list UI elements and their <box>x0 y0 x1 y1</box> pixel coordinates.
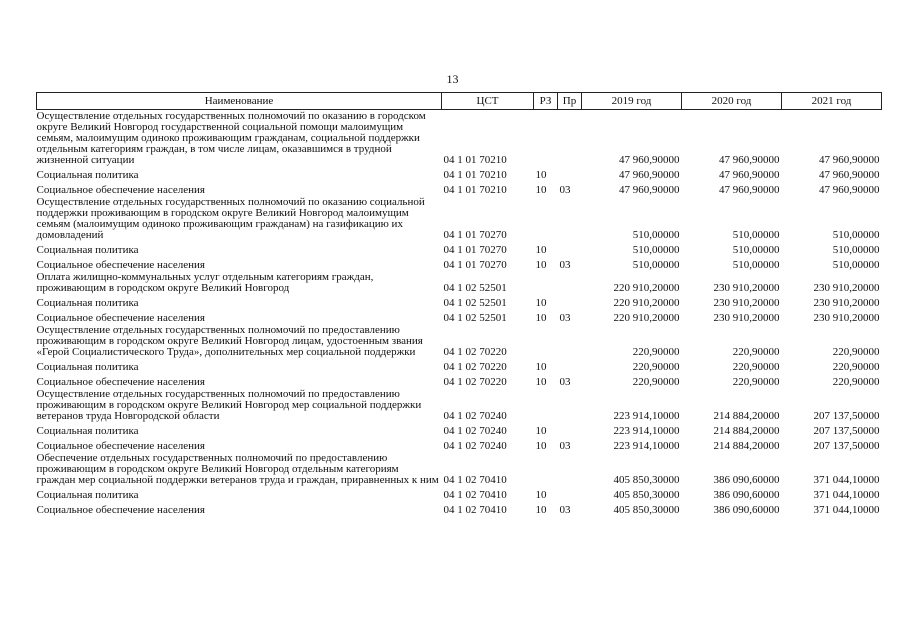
table-row <box>37 373 882 388</box>
cell-2020: 386 090,60000 <box>713 474 780 486</box>
table-row <box>37 388 882 422</box>
cell-pr: 03 <box>559 440 571 452</box>
cell-2019: 220 910,20000 <box>613 312 680 324</box>
cell-name: Социальное обеспечение населения <box>36 376 205 388</box>
table-row <box>37 501 882 516</box>
cell-name: Социальная политика <box>36 489 139 501</box>
cell-rz: 10 <box>535 440 547 452</box>
cell-2019: 223 914,10000 <box>613 425 680 437</box>
cell-2019: 405 850,30000 <box>613 474 680 486</box>
cell-2019: 220,90000 <box>632 346 680 358</box>
cell-rz: 10 <box>535 259 547 271</box>
cell-2019: 220,90000 <box>632 361 680 373</box>
cell-2020: 510,00000 <box>732 229 780 241</box>
cell-rz: 10 <box>535 504 547 516</box>
cell-cst: 04 1 02 70220 <box>443 346 507 358</box>
cell-2020: 214 884,20000 <box>713 440 780 452</box>
cell-2019: 223 914,10000 <box>613 410 680 422</box>
cell-2020: 220,90000 <box>732 361 780 373</box>
cell-rz: 10 <box>535 489 547 501</box>
cell-2021: 230 910,20000 <box>813 312 880 324</box>
cell-2020: 47 960,90000 <box>719 154 780 166</box>
cell-2021: 371 044,10000 <box>813 489 880 501</box>
cell-2021: 371 044,10000 <box>813 504 880 516</box>
cell-name: Осуществление отдельных государственных полномочий по предоставлению проживающим в городском округе Великий Новгород мер социальной поддержки ветеранов труда Новгородской области <box>36 388 422 422</box>
cell-cst: 04 1 02 70410 <box>443 489 507 501</box>
cell-rz <box>534 196 558 241</box>
cell-rz <box>534 388 558 422</box>
cell-2020: 510,00000 <box>732 259 780 271</box>
cell-cst: 04 1 02 70410 <box>443 474 507 486</box>
cell-2019: 510,00000 <box>632 244 680 256</box>
table-row <box>37 324 882 358</box>
cell-pr: 03 <box>559 376 571 388</box>
cell-2021: 207 137,50000 <box>813 425 880 437</box>
cell-name: Социальное обеспечение населения <box>36 504 205 516</box>
cell-2021: 207 137,50000 <box>813 440 880 452</box>
table-row <box>37 271 882 294</box>
cell-pr <box>558 241 582 256</box>
cell-rz <box>534 452 558 486</box>
table-row <box>37 181 882 196</box>
cell-2021: 47 960,90000 <box>819 184 880 196</box>
table-row <box>37 241 882 256</box>
cell-2020: 510,00000 <box>732 244 780 256</box>
header-name: Наименование <box>37 93 442 110</box>
cell-2019: 223 914,10000 <box>613 440 680 452</box>
cell-2019: 220 910,20000 <box>613 282 680 294</box>
cell-cst: 04 1 01 70210 <box>443 169 507 181</box>
cell-pr <box>558 110 582 167</box>
table-row <box>37 486 882 501</box>
cell-pr <box>558 388 582 422</box>
cell-name: Обеспечение отдельных государственных полномочий по предоставлению проживающим в городском округе Великий Новгород отдельным категориям граждан мер социальной поддержки ветеранов труда и граждан, приравненных к ним <box>36 452 439 486</box>
cell-name: Осуществление отдельных государственных полномочий по предоставлению проживающим в городском округе Великий Новгород лицам, удостоенным звания «Герой Социалистического Труда», дополнительных мер социальной поддержки <box>36 324 423 358</box>
table-row <box>37 437 882 452</box>
cell-2021: 371 044,10000 <box>813 474 880 486</box>
cell-name: Осуществление отдельных государственных полномочий по оказанию в городском округе Великий Новгород государственной социальной помощи малоимущим семьям, малоимущим одиноко проживающим гражданам, социальной поддержки отдельным категориям граждан, в том числе лицам, оказавшимся в трудной жизненной ситуации <box>36 110 426 166</box>
cell-2021: 230 910,20000 <box>813 297 880 309</box>
table-row <box>37 166 882 181</box>
cell-pr <box>558 324 582 358</box>
cell-pr <box>558 166 582 181</box>
cell-2020: 47 960,90000 <box>719 184 780 196</box>
cell-rz <box>534 271 558 294</box>
cell-2020: 230 910,20000 <box>713 312 780 324</box>
cell-rz: 10 <box>535 425 547 437</box>
cell-2019: 510,00000 <box>632 259 680 271</box>
cell-name: Социальная политика <box>36 425 139 437</box>
cell-2019: 220 910,20000 <box>613 297 680 309</box>
cell-2019: 405 850,30000 <box>613 504 680 516</box>
cell-name: Социальная политика <box>36 169 139 181</box>
cell-rz: 10 <box>535 244 547 256</box>
cell-rz: 10 <box>535 169 547 181</box>
header-2021: 2021 год <box>782 93 882 110</box>
cell-cst: 04 1 01 70270 <box>443 229 507 241</box>
cell-pr <box>558 486 582 501</box>
cell-2020: 230 910,20000 <box>713 297 780 309</box>
cell-cst: 04 1 02 70410 <box>443 504 507 516</box>
cell-2021: 220,90000 <box>832 376 880 388</box>
cell-rz: 10 <box>535 297 547 309</box>
cell-name: Социальное обеспечение населения <box>36 312 205 324</box>
cell-2021: 230 910,20000 <box>813 282 880 294</box>
cell-2020: 214 884,20000 <box>713 425 780 437</box>
cell-cst: 04 1 02 70240 <box>443 410 507 422</box>
table-row <box>37 294 882 309</box>
table-header <box>37 93 882 110</box>
cell-2019: 47 960,90000 <box>619 184 680 196</box>
cell-2019: 405 850,30000 <box>613 489 680 501</box>
cell-2021: 207 137,50000 <box>813 410 880 422</box>
cell-cst: 04 1 02 52501 <box>443 282 507 294</box>
cell-name: Осуществление отдельных государственных полномочий по оказанию социальной поддержки проживающим в городском округе Великий Новгород малоимущим семьям (малоимущим одиноко проживающим гражданам) на газификацию их домовладений <box>36 196 425 241</box>
cell-cst: 04 1 01 70270 <box>443 259 507 271</box>
cell-2020: 386 090,60000 <box>713 489 780 501</box>
cell-2019: 220,90000 <box>632 376 680 388</box>
cell-name: Социальное обеспечение населения <box>36 440 205 452</box>
table-body <box>37 110 882 517</box>
cell-2020: 220,90000 <box>732 376 780 388</box>
cell-name: Социальная политика <box>36 361 139 373</box>
header-2020: 2020 год <box>682 93 782 110</box>
cell-2021: 47 960,90000 <box>819 154 880 166</box>
cell-2021: 510,00000 <box>832 244 880 256</box>
cell-name: Социальное обеспечение населения <box>36 184 205 196</box>
cell-name: Оплата жилищно-коммунальных услуг отдельным категориям граждан, проживающим в городском округе Великий Новгород <box>36 271 374 294</box>
cell-2020: 386 090,60000 <box>713 504 780 516</box>
cell-2020: 47 960,90000 <box>719 169 780 181</box>
cell-cst: 04 1 01 70270 <box>443 244 507 256</box>
cell-name: Социальная политика <box>36 297 139 309</box>
cell-2020: 230 910,20000 <box>713 282 780 294</box>
cell-name: Социальная политика <box>36 244 139 256</box>
table-row <box>37 309 882 324</box>
cell-2019: 47 960,90000 <box>619 169 680 181</box>
cell-2019: 510,00000 <box>632 229 680 241</box>
cell-rz <box>534 324 558 358</box>
cell-pr <box>558 358 582 373</box>
cell-cst: 04 1 02 52501 <box>443 297 507 309</box>
cell-cst: 04 1 02 70220 <box>443 361 507 373</box>
cell-pr: 03 <box>559 259 571 271</box>
cell-pr <box>558 452 582 486</box>
table-row <box>37 452 882 486</box>
cell-2021: 220,90000 <box>832 346 880 358</box>
page-number: 13 <box>446 72 459 86</box>
table-row <box>37 422 882 437</box>
header-pr: Пр <box>558 93 582 110</box>
cell-cst: 04 1 02 70240 <box>443 425 507 437</box>
cell-cst: 04 1 01 70210 <box>443 154 507 166</box>
cell-2020: 220,90000 <box>732 346 780 358</box>
cell-2019: 47 960,90000 <box>619 154 680 166</box>
cell-rz <box>534 110 558 167</box>
cell-pr: 03 <box>559 504 571 516</box>
cell-pr <box>558 294 582 309</box>
cell-2021: 47 960,90000 <box>819 169 880 181</box>
cell-2021: 220,90000 <box>832 361 880 373</box>
budget-table <box>36 92 882 516</box>
table-row <box>37 256 882 271</box>
table-row <box>37 196 882 241</box>
cell-pr <box>558 271 582 294</box>
cell-name: Социальное обеспечение населения <box>36 259 205 271</box>
cell-pr <box>558 196 582 241</box>
header-cst: ЦСТ <box>442 93 534 110</box>
table-row <box>37 110 882 167</box>
cell-2021: 510,00000 <box>832 229 880 241</box>
table-row <box>37 358 882 373</box>
cell-rz: 10 <box>535 361 547 373</box>
cell-rz: 10 <box>535 184 547 196</box>
cell-2020: 214 884,20000 <box>713 410 780 422</box>
cell-cst: 04 1 02 52501 <box>443 312 507 324</box>
cell-rz: 10 <box>535 312 547 324</box>
cell-2021: 510,00000 <box>832 259 880 271</box>
cell-pr: 03 <box>559 312 571 324</box>
cell-cst: 04 1 01 70210 <box>443 184 507 196</box>
header-rz: РЗ <box>534 93 558 110</box>
cell-cst: 04 1 02 70220 <box>443 376 507 388</box>
cell-rz: 10 <box>535 376 547 388</box>
cell-pr <box>558 422 582 437</box>
header-2019: 2019 год <box>582 93 682 110</box>
cell-cst: 04 1 02 70240 <box>443 440 507 452</box>
cell-pr: 03 <box>559 184 571 196</box>
